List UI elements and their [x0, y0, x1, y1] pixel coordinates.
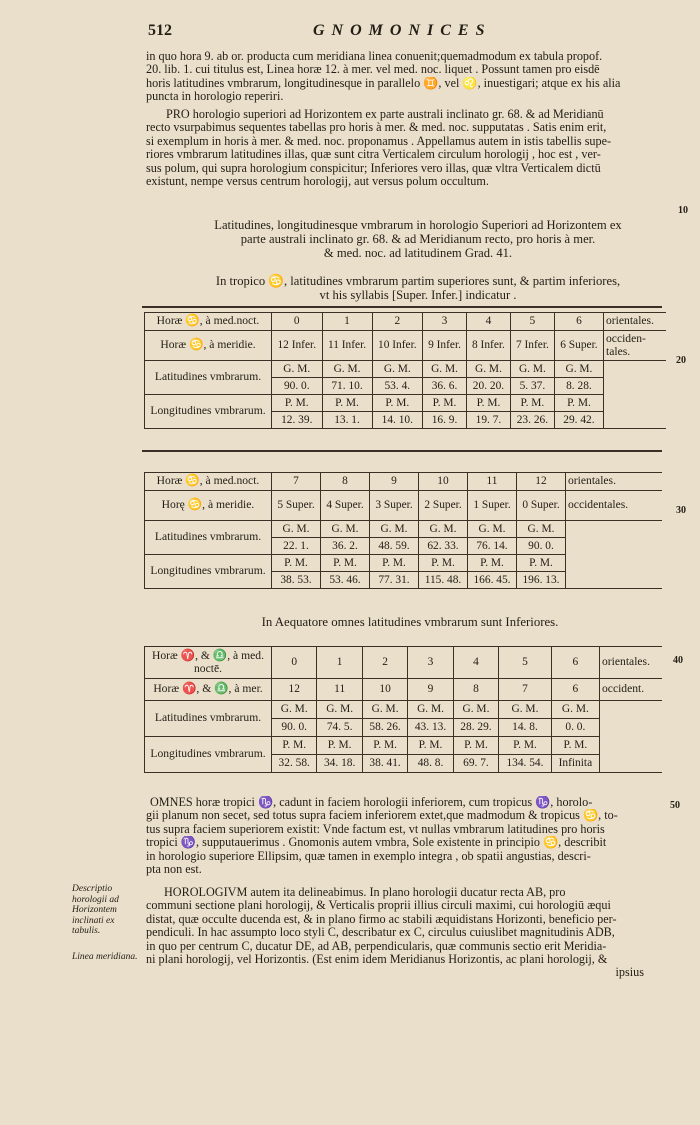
text-line: ni plani horologij, vel Horizontis. (Est enim idem Meridianus Horizontis, ac plani horologij, &	[146, 953, 608, 967]
table-cell: 9	[370, 473, 419, 491]
table-cell: 2	[372, 313, 423, 331]
text-line: 20. lib. 1. cui titulus est, Linea horæ 12. à mer. vel med. noc. liquet . Possunt tamen pro eisdē	[146, 63, 600, 77]
table-cell: G. M.	[408, 701, 453, 719]
table-cell: P. M.	[468, 555, 517, 572]
table-cell: 9 Infer.	[423, 331, 467, 361]
side-label: orientales.	[566, 473, 663, 491]
page-number: 512	[148, 22, 172, 39]
table-cell: 76. 14.	[468, 538, 517, 555]
table-cell: 8	[321, 473, 370, 491]
table-cell: 0 Super.	[517, 491, 566, 521]
row-label: Longitudines vmbrarum.	[145, 555, 272, 589]
table-cell: 20. 20.	[467, 378, 511, 395]
table-cell: 77. 31.	[370, 572, 419, 589]
table-cell: 1	[322, 313, 372, 331]
table-cell: 4	[453, 647, 498, 679]
table-cell: 19. 7.	[467, 412, 511, 429]
table-cell: P. M.	[321, 555, 370, 572]
table-cell: G. M.	[370, 521, 419, 538]
table-cell: 11 Infer.	[322, 331, 372, 361]
table-cell: 5. 37.	[510, 378, 554, 395]
table-cell: P. M.	[408, 737, 453, 755]
table-cell: 7 Infer.	[510, 331, 554, 361]
row-label: Horæ ♈, & ♎, à mer.	[145, 679, 272, 701]
table-cell: G. M.	[272, 701, 317, 719]
text-line: in quo per centrum C, ducatur DE, ad AB, perpendicularis, quæ communis sectio erit Meridia-	[146, 939, 607, 953]
table-cell: 13. 1.	[322, 412, 372, 429]
row-label: Latitudines vmbrarum.	[145, 361, 272, 395]
table-cell: 11	[468, 473, 517, 491]
text-line: pta non est.	[146, 863, 202, 877]
text-line: riores vmbrarum latitudines illas, quæ sunt citra Verticalem circulum horologij , hoc est , ver-	[146, 148, 601, 162]
table-cell: 5 Super.	[272, 491, 321, 521]
table-cell: 10	[419, 473, 468, 491]
side-blank	[604, 361, 667, 429]
table-cell: 14. 10.	[372, 412, 423, 429]
table-cell: 166. 45.	[468, 572, 517, 589]
table-cell: P. M.	[272, 555, 321, 572]
table-cell: G. M.	[551, 701, 599, 719]
table-cell: 134. 54.	[499, 755, 552, 773]
text-line: distat, quæ occulte ducenda est, & in plano firmo ac stabili æquidistans Horizonti, beneficio per-	[146, 912, 617, 926]
table-cell: G. M.	[554, 361, 603, 378]
table-cell: 90. 0.	[517, 538, 566, 555]
text-line: gii planum non secet, sed totus supra faciem inferiorem extet,que madmodum & tropicus ♋, to-	[146, 809, 618, 823]
text-line: tropici ♑, supputauerimus . Gnomonis autem vmbra, Sole existente in principio ♋, describit	[146, 836, 607, 850]
table-cell: 90. 0.	[272, 719, 317, 737]
table-cell: 43. 13.	[408, 719, 453, 737]
table-cell: 36. 6.	[423, 378, 467, 395]
table-cell: 9	[408, 679, 453, 701]
table-aequator	[144, 646, 662, 773]
table-cell: G. M.	[419, 521, 468, 538]
table-cell: P. M.	[554, 395, 603, 412]
side-label: orientales.	[600, 647, 663, 679]
row-label: Longitudines vmbrarum.	[145, 395, 272, 429]
table-cell: 11	[317, 679, 362, 701]
margin-number: 50	[670, 800, 680, 811]
text-line: si exemplum in horis à mer. & med. noc. proponamus . Appellamus autem in istis tabellis supe-	[146, 134, 612, 148]
text-line: OMNES horæ tropici ♑, cadunt in faciem horologii inferiorem, cum tropicus ♑, horolo-	[150, 796, 593, 809]
table-cell: P. M.	[419, 555, 468, 572]
table-cell: 32. 58.	[272, 755, 317, 773]
text-line: pendiculi. In hac assumpto loco styli C, describatur ex C, circulus cuiuslibet magnitudinis ADB,	[146, 926, 615, 940]
table-cell: Infinita	[551, 755, 599, 773]
row-label: Latitudines vmbrarum.	[145, 521, 272, 555]
table-cell: 6	[554, 313, 603, 331]
paragraph-horologium	[146, 886, 674, 980]
table-cell: 8 Infer.	[467, 331, 511, 361]
row-label: Latitudines vmbrarum.	[145, 701, 272, 737]
table-cell: 38. 53.	[272, 572, 321, 589]
table-cell: 3 Super.	[370, 491, 419, 521]
catchword: ipsius	[615, 966, 644, 980]
side-blank	[600, 701, 663, 773]
table-cell: 196. 13.	[517, 572, 566, 589]
table-cell: 10 Infer.	[372, 331, 423, 361]
table-cell: P. M.	[362, 737, 407, 755]
text-line: in horologio superiore Ellipsim, quæ tamen in exemplo integra , ob spatii angustias, descri-	[146, 849, 591, 863]
table-cell: G. M.	[272, 361, 323, 378]
table-cell: 62. 33.	[419, 538, 468, 555]
text-line: sus polum, qui supra horologium conspicitur; Inferiores vero illas, quæ vltra Verticalem dictū	[146, 161, 601, 175]
table-cell: 48. 59.	[370, 538, 419, 555]
table-cell: P. M.	[272, 395, 323, 412]
row-label: Horæ ♋, à meridie.	[145, 331, 272, 361]
side-label: occiden-tales.	[604, 331, 667, 361]
text-line: puncta in horologio reperiri.	[146, 90, 284, 104]
table-cell: P. M.	[272, 737, 317, 755]
paragraph-pro	[146, 108, 674, 188]
table-cell: G. M.	[510, 361, 554, 378]
text-line: horis latitudines vmbrarum, longitudinesque in parallelo ♊, vel ♌, inuestigari; atque ex his alia	[146, 76, 621, 90]
table-cancer-2	[144, 472, 662, 589]
table-cell: 6	[551, 679, 599, 701]
table-cell: 12 Infer.	[272, 331, 323, 361]
table-cell: G. M.	[321, 521, 370, 538]
table-cell: 2 Super.	[419, 491, 468, 521]
table-cell: G. M.	[453, 701, 498, 719]
table-cell: 12. 39.	[272, 412, 323, 429]
table-cell: 0	[272, 313, 323, 331]
table-cell: 23. 26.	[510, 412, 554, 429]
table-cell: 38. 41.	[362, 755, 407, 773]
text-line: tus supra faciem superiorem existit: Vnde factum est, vt nullas vmbrarum latitudines pro horis	[146, 822, 605, 836]
table-cell: 2	[362, 647, 407, 679]
table-cell: P. M.	[370, 555, 419, 572]
table-cell: 53. 4.	[372, 378, 423, 395]
table-cell: 4	[467, 313, 511, 331]
margin-number: 20	[676, 355, 686, 366]
table-cell: 28. 29.	[453, 719, 498, 737]
side-note-descriptio: Descriptio horologii ad Horizontem inclinati ex tabulis.	[72, 884, 119, 936]
table-cell: G. M.	[499, 701, 552, 719]
table-cell: G. M.	[362, 701, 407, 719]
table-cancer-1	[144, 312, 666, 429]
table-cell: P. M.	[551, 737, 599, 755]
table-cell: P. M.	[453, 737, 498, 755]
table-caption	[168, 218, 668, 260]
tropic-note	[168, 274, 668, 302]
table-cell: 71. 10.	[322, 378, 372, 395]
table-cell: 22. 1.	[272, 538, 321, 555]
table-cell: 36. 2.	[321, 538, 370, 555]
table-cell: 8	[453, 679, 498, 701]
caption-line: vt his syllabis [Super. Infer.] indicatur .	[319, 288, 517, 302]
table-cell: 48. 8.	[408, 755, 453, 773]
table-cell: G. M.	[517, 521, 566, 538]
running-title: GNOMONICES	[313, 22, 492, 39]
table-cell: 16. 9.	[423, 412, 467, 429]
paragraph-top	[146, 50, 674, 104]
text-line: communi sectione plani horologij, & Verticalis proprii illius circuli maximi, cui horologiū æqui	[146, 899, 611, 913]
row-label: Horæ ♋, à med.noct.	[145, 473, 272, 491]
row-label: Longitudines vmbrarum.	[145, 737, 272, 773]
table-cell: 34. 18.	[317, 755, 362, 773]
margin-number: 10	[678, 205, 688, 216]
table-cell: 3	[423, 313, 467, 331]
table-cell: P. M.	[467, 395, 511, 412]
text-line: existunt, nempe versus centrum horologij, aut versus polum occultum.	[146, 175, 489, 189]
table-cell: 12	[517, 473, 566, 491]
table-cell: G. M.	[467, 361, 511, 378]
table-cell: 74. 5.	[317, 719, 362, 737]
table-cell: P. M.	[372, 395, 423, 412]
rule-line	[142, 306, 662, 308]
row-label: Horæ ♈, & ♎, à med. noctē.	[145, 647, 272, 679]
text-line: in quo hora 9. ab or. producta cum meridiana linea conuenit;quemadmodum ex tabula propof.	[146, 50, 603, 63]
table-cell: G. M.	[468, 521, 517, 538]
side-note-linea: Linea meridiana.	[72, 952, 138, 962]
table-cell: 8. 28.	[554, 378, 603, 395]
paragraph-omnes	[146, 796, 674, 876]
table-cell: 58. 26.	[362, 719, 407, 737]
side-label: occident.	[600, 679, 663, 701]
table-cell: 7	[272, 473, 321, 491]
table-cell: P. M.	[517, 555, 566, 572]
table-cell: P. M.	[322, 395, 372, 412]
side-label: orientales.	[604, 313, 667, 331]
table-cell: 3	[408, 647, 453, 679]
caption-line: In tropico ♋, latitudines vmbrarum partim superiores sunt, & partim inferiores,	[215, 274, 621, 288]
table-cell: 1 Super.	[468, 491, 517, 521]
side-label: occidentales.	[566, 491, 663, 521]
caption-line: Latitudines, longitudinesque vmbrarum in horologio Superiori ad Horizontem ex	[214, 218, 622, 232]
table-cell: 53. 46.	[321, 572, 370, 589]
table-cell: G. M.	[372, 361, 423, 378]
table-cell: 6	[551, 647, 599, 679]
table-cell: 29. 42.	[554, 412, 603, 429]
rule-line	[142, 450, 662, 452]
text-line: HOROLOGIVM autem ita delineabimus. In plano horologii ducatur recta AB, pro	[164, 886, 566, 899]
caption-line: parte australi inclinato gr. 68. & ad Meridianum recto, pro horis à mer.	[240, 232, 596, 246]
table-cell: G. M.	[272, 521, 321, 538]
margin-number: 30	[676, 505, 686, 516]
page-header	[148, 22, 668, 44]
aequator-title: In Aequatore omnes latitudines vmbrarum sunt Inferiores.	[261, 615, 559, 629]
table-cell: 10	[362, 679, 407, 701]
table-cell: 5	[499, 647, 552, 679]
table-cell: 7	[499, 679, 552, 701]
table-cell: 0	[272, 647, 317, 679]
side-blank	[566, 521, 663, 589]
row-label: Horæ ♋, à med.noct.	[145, 313, 272, 331]
table-cell: 6 Super.	[554, 331, 603, 361]
table-cell: 5	[510, 313, 554, 331]
table-cell: P. M.	[317, 737, 362, 755]
margin-number: 40	[673, 655, 683, 666]
table-cell: G. M.	[317, 701, 362, 719]
table-cell: P. M.	[499, 737, 552, 755]
table-cell: 0. 0.	[551, 719, 599, 737]
table-cell: P. M.	[510, 395, 554, 412]
text-line: PRO horologio superiori ad Horizontem ex parte australi inclinato gr. 68. & ad Meridianū	[166, 108, 604, 121]
row-label: Horę ♋, à meridie.	[145, 491, 272, 521]
caption-line: & med. noc. ad latitudinem Grad. 41.	[323, 246, 513, 260]
table-cell: 4 Super.	[321, 491, 370, 521]
table-cell: 69. 7.	[453, 755, 498, 773]
table-cell: 1	[317, 647, 362, 679]
table-cell: 115. 48.	[419, 572, 468, 589]
table-cell: G. M.	[423, 361, 467, 378]
text-line: recto vsurpabimus sequentes tabellas pro horis à mer. & med. noc. supputatas . Satis enim erit,	[146, 121, 607, 135]
table-cell: P. M.	[423, 395, 467, 412]
table-cell: 90. 0.	[272, 378, 323, 395]
table-cell: 14. 8.	[499, 719, 552, 737]
table-cell: 12	[272, 679, 317, 701]
table-cell: G. M.	[322, 361, 372, 378]
